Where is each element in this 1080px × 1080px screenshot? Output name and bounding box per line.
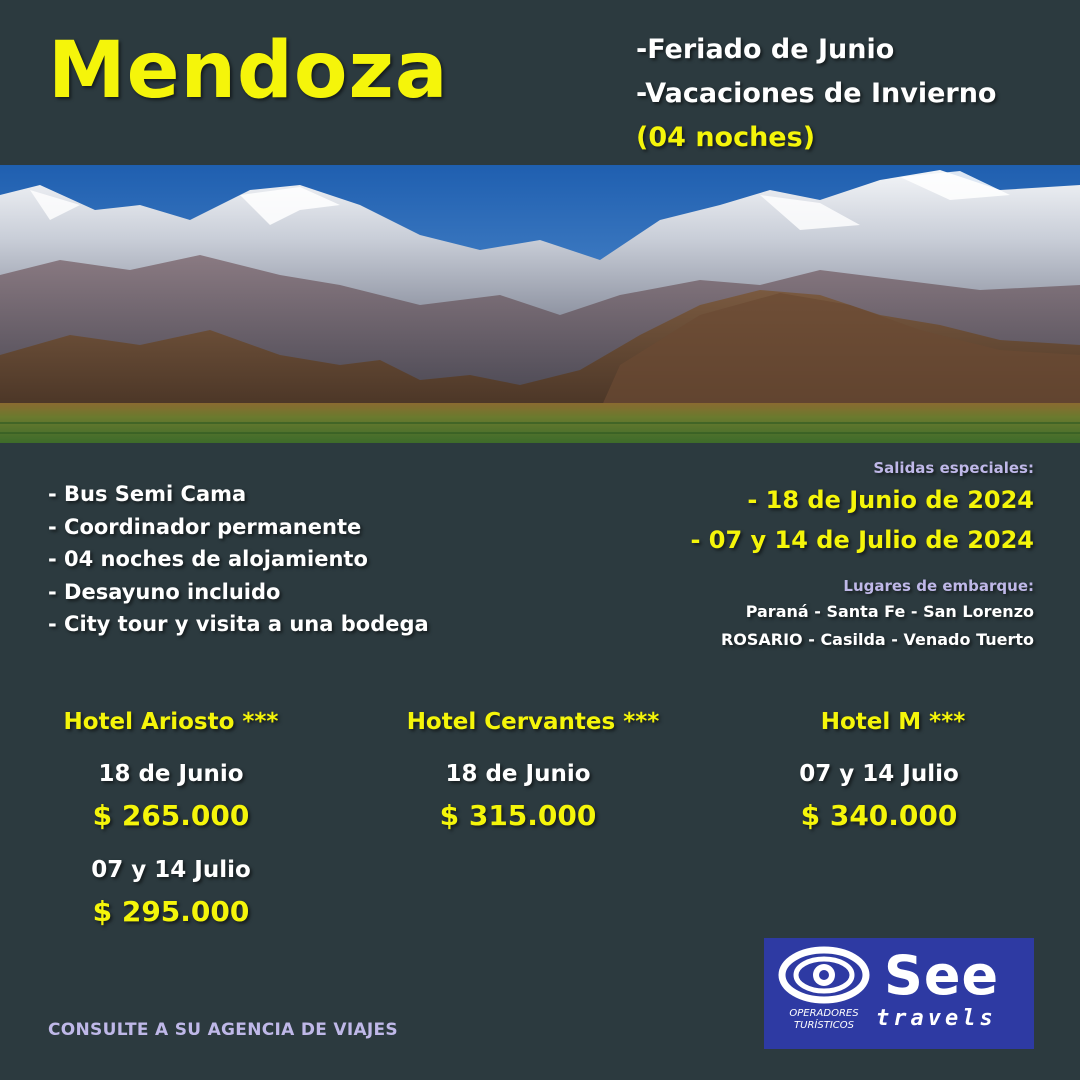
trip-info [690,456,1034,654]
logo-sub: travels [876,1006,997,1031]
logo-tagline [772,1008,876,1032]
eye-logo-icon [778,946,870,1004]
header-info [636,28,996,160]
hotel-date: 07 y 14 Julio [91,857,251,883]
hotel-card-m [780,702,1006,838]
boarding-places: Paraná - Santa Fe - San Lorenzo [745,602,1034,621]
header-line-nights: (04 noches) [636,122,816,153]
header-line-holiday: -Feriado de Junio [636,34,895,65]
boarding-label: Lugares de embarque: [843,577,1034,595]
hotel-date: 18 de Junio [98,761,244,787]
departures-label: Salidas especiales: [873,459,1034,477]
hotel-price: $ 265.000 [92,799,250,832]
feature-item: - Desayuno incluido [48,579,281,604]
feature-item: - Bus Semi Cama [48,482,247,506]
consult-agency-text: CONSULTE A SU AGENCIA DE VIAJES [48,1020,398,1040]
see-travels-logo [764,938,1034,1049]
logo-tagline-line: OPERADORES [789,1008,859,1019]
header-line-vacation: -Vacaciones de Invierno [636,78,997,109]
logo-brand: See [884,944,1000,1007]
hotel-date: 07 y 14 Julio [799,761,959,787]
departure-date: - 18 de Junio de 2024 [747,486,1034,514]
hotel-price: $ 340.000 [800,799,958,832]
hotel-card-ariosto [40,702,302,934]
hotel-name: Hotel M *** [820,709,966,735]
feature-item: - Coordinador permanente [48,514,362,539]
departure-date: - 07 y 14 de Julio de 2024 [690,526,1034,554]
hotel-price: $ 295.000 [92,895,250,928]
hotel-name: Hotel Ariosto *** [63,709,279,735]
hotel-name: Hotel Cervantes *** [406,709,660,735]
features-list [48,478,429,641]
page-title: Mendoza [48,26,449,116]
feature-item: - City tour y visita a una bodega [48,612,429,636]
feature-item: - 04 noches de alojamiento [48,547,368,571]
mountain-landscape-photo [0,165,1080,443]
hotel-card-cervantes [380,702,686,838]
hotel-date: 18 de Junio [445,761,591,787]
logo-tagline-line: TURÍSTICOS [794,1020,854,1031]
boarding-places: ROSARIO - Casilda - Venado Tuerto [720,630,1034,649]
hotel-price: $ 315.000 [439,799,597,832]
